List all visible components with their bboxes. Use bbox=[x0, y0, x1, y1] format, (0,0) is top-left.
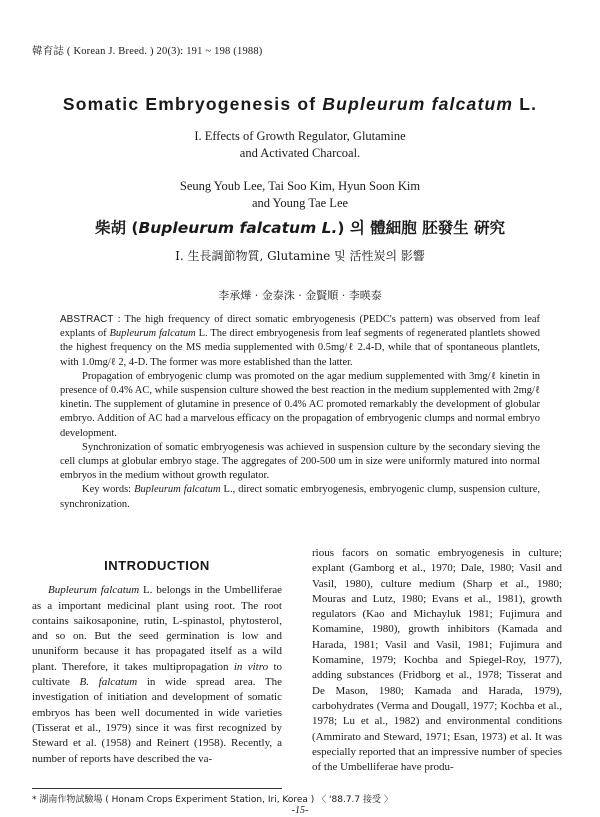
subtitle-line-1: I. Effects of Growth Regulator, Glutamine bbox=[194, 129, 406, 143]
abstract-paragraph-1 bbox=[60, 313, 540, 370]
subtitle-line-2: and Activated Charcoal. bbox=[239, 146, 361, 160]
korean-title-suffix: ) 의 體細胞 胚發生 硏究 bbox=[337, 219, 506, 237]
key-words-species: Bupleurum falcatum bbox=[134, 484, 221, 496]
intro-text-c: in wide spread area. The investigation of initiation and development of somatic embryos has been well documented in wide varieties (Tisserat et al., 1979) since it was first recognized by Steward et al. (1958) and Reinert (1958). Recently, a number of reports have described the va- bbox=[32, 676, 283, 765]
key-words-label: Key words: bbox=[82, 484, 132, 496]
abstract-label: ABSTRACT bbox=[60, 314, 114, 325]
abstract-text-1a: : The high frequency of direct somatic embryogenesis (PEDC's pattern) was observed from leaf explants of bbox=[60, 314, 541, 340]
paper-subtitle bbox=[0, 128, 600, 162]
author-list bbox=[0, 178, 600, 212]
korean-authors: 李承燁 · 金泰洙 · 金賢順 · 李暎泰 bbox=[218, 289, 382, 302]
title-suffix: L. bbox=[519, 94, 538, 114]
left-column bbox=[32, 552, 282, 767]
authors-line-1: Seung Youb Lee, Tai Soo Kim, Hyun Soon Kim bbox=[179, 179, 421, 193]
intro-b-falcatum: B. falcatum bbox=[79, 676, 138, 689]
intro-text-b: to cultivate bbox=[32, 660, 282, 689]
key-words bbox=[60, 483, 540, 511]
key-words-list: L., direct somatic embryogenesis, embryogenic clump, suspension culture, synchronization. bbox=[60, 484, 541, 510]
journal-header: 韓育誌 ( Korean J. Breed. ) 20(3): 191 ~ 198 (1988) bbox=[32, 46, 263, 57]
introduction-heading: INTRODUCTION bbox=[104, 558, 210, 573]
footnote: * 湖南作物試驗場 ( Honam Crops Experiment Station, Iri, Korea ) 〈 '88.7.7 接受 〉 bbox=[32, 795, 393, 805]
page-number: -15- bbox=[291, 805, 309, 816]
intro-paragraph-left bbox=[32, 583, 282, 767]
intro-in-vitro: in vitro bbox=[233, 660, 269, 673]
title-prefix: Somatic Embryogenesis of bbox=[62, 94, 317, 114]
korean-title-species: Bupleurum falcatum L. bbox=[138, 219, 338, 237]
title-species: Bupleurum falcatum bbox=[322, 94, 514, 114]
korean-subtitle: I. 生長調節物質, Glutamine 및 活性炭의 影響 bbox=[175, 249, 425, 263]
paper-title bbox=[0, 94, 600, 115]
abstract-paragraph-3: Synchronization of somatic embryogenesis was achieved in suspension culture by the secondary sieving the cell clumps at globular embryo stage. The aggregates of 200-500 um in size were uniformly matured into normal embryos in the medium without growth regulator. bbox=[60, 441, 540, 482]
abstract bbox=[60, 313, 540, 512]
intro-paragraph-right: rious facors on somatic embryogenesis in culture; explant (Gamborg et al., 1970; Dale, 1980; Vasil and Vasil, 1980), culture medium (Sharp et al., 1980; Mouras and Lutz, 1980; Evans et al., 1981), growth regulators (Kao and Michayluk 1981; Fujimura and Komamine, 1980), growth inhibitors (Kamada and Harada, 1981; Vasil and Vasil, 1981; Fujimura and Komamine, 1979; Kochba and Spiegel-Roy, 1977), adding substances (Fridborg et al., 1978; Tisserat and De Mason, 1980; Kamada and Harada, 1979), carbohydrates (Verma and Dougall, 1977; Kochba et al., 1978; Lu et al., 1982) and environmental conditions (Ammirato and Steward, 1971; Esan, 1973) et al. It was especially reported that an impressive number of species of the Umbelliferae have produ- bbox=[312, 547, 562, 774]
intro-species: Bupleurum falcatum bbox=[48, 584, 140, 597]
footnote-rule bbox=[32, 788, 282, 789]
abstract-text-1b: L. The direct embryogenesis from leaf segments of regenerated plantlets showed the highest frequency on the MS media supplemented with 0.5mg/ℓ 2.4-D, while that of spontaneous plantlets, with 1.0mg/ℓ 2, 4-D. The former was more established than the latter. bbox=[60, 328, 540, 368]
abstract-species: Bupleurum falcatum bbox=[109, 328, 196, 340]
authors-line-2: and Young Tae Lee bbox=[251, 196, 349, 210]
korean-title bbox=[0, 216, 600, 238]
right-column bbox=[312, 546, 562, 775]
korean-title-prefix: 柴胡 ( bbox=[94, 219, 139, 237]
abstract-paragraph-2: Propagation of embryogenic clump was promoted on the agar medium supplemented with 3mg/ℓ kinetin in presence of 0.4% AC, while suspension culture showed the best reaction in the medium supplemented with 2mg/ℓ kinetin. The supplement of glutamine in presence of 0.4% AC promoted remarkably the development of globular embryo. Addition of AC had a marvelous efficacy on the propagation of embryogenic clumps and normal embryo development. bbox=[60, 370, 540, 439]
intro-text-a: L. belongs in the Umbelliferae as a important medicinal plant using root. The root contains saikosaponine, rutin, L-spinastol, phytosterol, and so on. But the seed germination is low and ununiform because it has propagated itself as a wild plant. Therefore, it takes multipropagation bbox=[32, 584, 282, 673]
